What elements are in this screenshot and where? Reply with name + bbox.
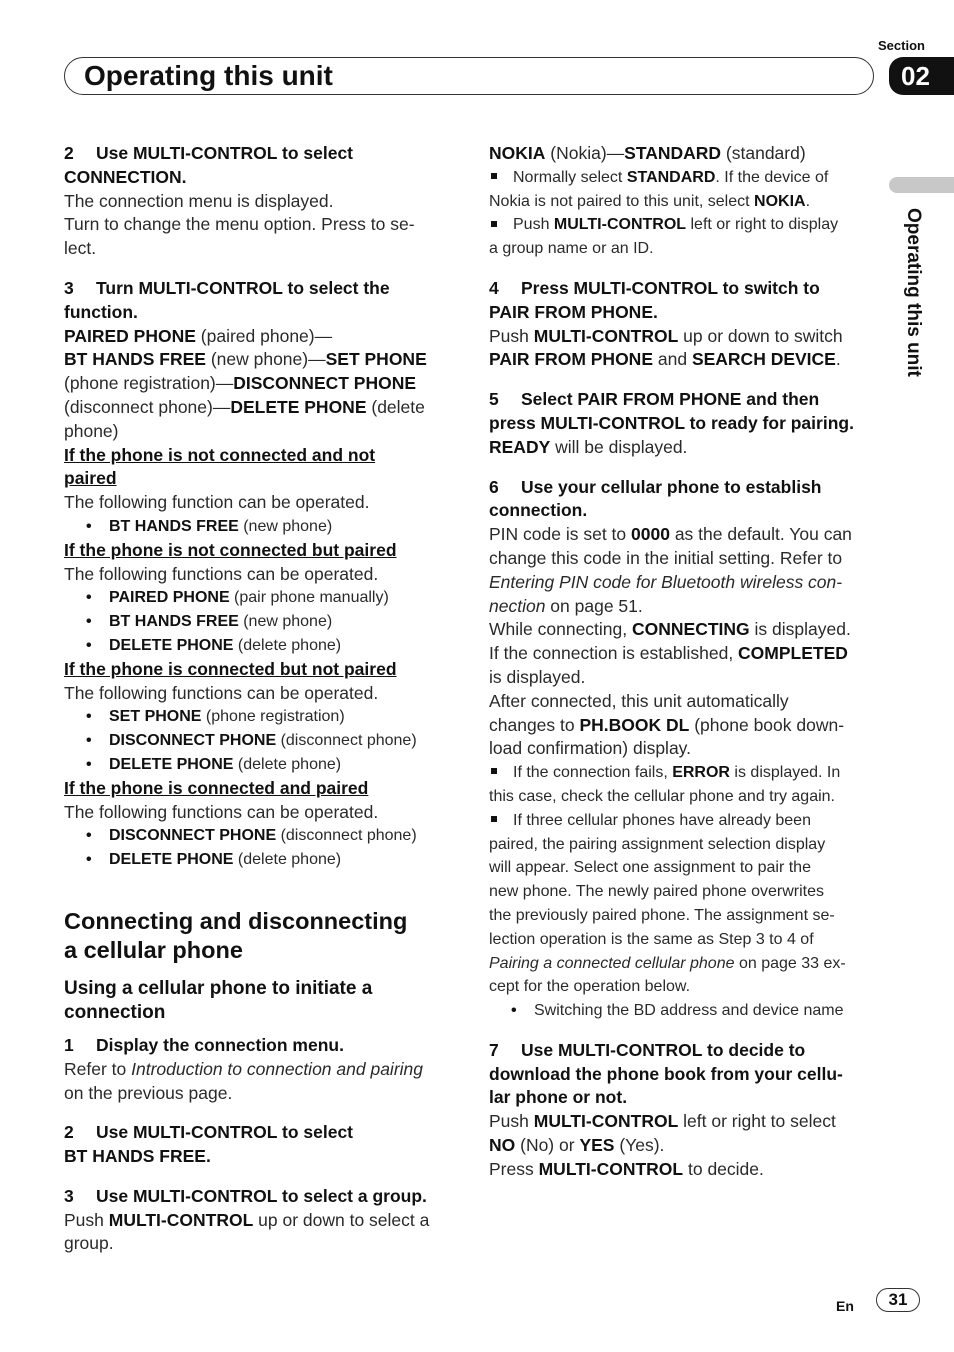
- step-heading: 3 Use MULTI-CONTROL to select a group.: [64, 1185, 427, 1206]
- list-item: • BT HANDS FREE (new phone): [64, 610, 449, 634]
- body-text: Entering PIN code for Bluetooth wireless con-: [489, 571, 843, 592]
- side-section-title: Operating this unit: [903, 208, 924, 377]
- step-heading: 7 Use MULTI-CONTROL to decide to: [489, 1039, 806, 1060]
- note-item-cont: lection operation is the same as Step 3 to 4 of: [489, 930, 814, 948]
- step-heading: 1 Display the connection menu.: [64, 1034, 344, 1055]
- square-bullet-icon: [491, 173, 497, 179]
- body-text: change this code in the initial setting. Refer to: [489, 547, 843, 568]
- function-list: [64, 515, 449, 539]
- condition-heading: If the phone is connected but not paired: [64, 658, 397, 679]
- body-text: changes to PH.BOOK DL (phone book down-: [489, 714, 845, 735]
- step-heading: 5 Select PAIR FROM PHONE and then: [489, 389, 820, 410]
- step-heading-cont: function.: [64, 301, 138, 322]
- condition-heading: If the phone is connected and paired: [64, 777, 369, 798]
- list-item: • DELETE PHONE (delete phone): [64, 848, 449, 872]
- step-heading: 6 Use your cellular phone to establish: [489, 476, 822, 497]
- note-item-cont: this case, check the cellular phone and try again.: [489, 787, 835, 805]
- list-item: • PAIRED PHONE (pair phone manually): [64, 586, 449, 610]
- subsection-heading: Using a cellular phone to initiate a: [64, 977, 373, 999]
- body-text: load confirmation) display.: [489, 738, 691, 759]
- note-item: If the connection fails, ERROR is displayed. In: [489, 761, 875, 785]
- condition-heading: If the phone is not connected but paired: [64, 539, 397, 560]
- condition-heading: paired: [64, 468, 117, 489]
- body-text: PAIR FROM PHONE and SEARCH DEVICE.: [489, 349, 841, 370]
- section-number-badge: 02: [889, 57, 954, 95]
- step-heading-cont: connection.: [489, 500, 588, 521]
- right-column: [489, 142, 875, 1182]
- list-item: • SET PHONE (phone registration): [64, 705, 449, 729]
- list-item: • DELETE PHONE (delete phone): [64, 753, 449, 777]
- body-text: NOKIA (Nokia)—STANDARD (standard): [489, 143, 806, 163]
- step-heading-cont: download the phone book from your cellu-: [489, 1063, 843, 1084]
- list-item: • DISCONNECT PHONE (disconnect phone): [64, 729, 449, 753]
- function-list: [64, 586, 449, 657]
- side-tab-marker: [889, 177, 954, 193]
- function-list-text: phone): [64, 420, 119, 441]
- body-text: READY will be displayed.: [489, 436, 688, 457]
- list-item: • DELETE PHONE (delete phone): [64, 634, 449, 658]
- left-column: [64, 142, 449, 1256]
- body-text: The following functions can be operated.: [64, 801, 379, 822]
- note-item-cont: Nokia is not paired to this unit, select NOKIA.: [489, 192, 811, 210]
- note-item-cont: Pairing a connected cellular phone on page 33 ex-: [489, 954, 846, 972]
- note-item: Normally select STANDARD. If the device of: [489, 166, 875, 190]
- page-number: 31: [876, 1288, 920, 1312]
- note-item-cont: new phone. The newly paired phone overwrites: [489, 883, 825, 901]
- section-heading-cont: a cellular phone: [64, 936, 243, 963]
- body-text: group.: [64, 1233, 114, 1254]
- step-heading: 2 Use MULTI-CONTROL to select: [64, 1122, 354, 1143]
- body-text: The following function can be operated.: [64, 492, 370, 513]
- body-text: Press MULTI-CONTROL to decide.: [489, 1158, 764, 1179]
- function-list: [64, 824, 449, 872]
- note-item-cont: the previously paired phone. The assignment se-: [489, 906, 835, 924]
- function-list-text: BT HANDS FREE (new phone)—SET PHONE: [64, 349, 427, 370]
- body-text: The following functions can be operated.: [64, 682, 379, 703]
- note-item: Push MULTI-CONTROL left or right to display: [489, 213, 875, 237]
- function-list: [64, 705, 449, 776]
- step-heading-cont: BT HANDS FREE.: [64, 1146, 211, 1167]
- note-item-cont: a group name or an ID.: [489, 240, 654, 258]
- body-text: NO (No) or YES (Yes).: [489, 1135, 665, 1156]
- body-text: Turn to change the menu option. Press to se-: [64, 214, 415, 235]
- function-list-text: PAIRED PHONE (paired phone)—: [64, 325, 333, 346]
- body-text: Push MULTI-CONTROL up or down to switch: [489, 325, 843, 346]
- body-text: Refer to Introduction to connection and pairing: [64, 1058, 423, 1079]
- body-text: The following functions can be operated.: [64, 563, 379, 584]
- square-bullet-icon: [491, 816, 497, 822]
- list-item: • BT HANDS FREE (new phone): [64, 515, 449, 539]
- body-text: If the connection is established, COMPLETED: [489, 643, 848, 664]
- step-heading-cont: PAIR FROM PHONE.: [489, 301, 658, 322]
- function-list-text: (disconnect phone)—DELETE PHONE (delete: [64, 396, 425, 417]
- language-label: En: [836, 1298, 854, 1314]
- body-text: nection on page 51.: [489, 595, 643, 616]
- condition-heading: If the phone is not connected and not: [64, 444, 376, 465]
- body-text: While connecting, CONNECTING is displayed.: [489, 619, 851, 640]
- body-text: Push MULTI-CONTROL left or right to select: [489, 1111, 836, 1132]
- subsection-heading-cont: connection: [64, 1001, 166, 1023]
- square-bullet-icon: [491, 221, 497, 227]
- note-item: If three cellular phones have already been: [489, 809, 875, 833]
- step-heading-cont: CONNECTION.: [64, 166, 187, 187]
- list-item: • Switching the BD address and device name: [489, 999, 875, 1023]
- note-item-cont: cept for the operation below.: [489, 978, 691, 996]
- body-text: on the previous page.: [64, 1082, 233, 1103]
- step-heading: 4 Press MULTI-CONTROL to switch to: [489, 277, 820, 298]
- sub-list: [489, 999, 875, 1023]
- step-heading: 3 Turn MULTI-CONTROL to select the: [64, 277, 390, 298]
- note-item-cont: will appear. Select one assignment to pair the: [489, 859, 811, 877]
- note-item-cont: paired, the pairing assignment selection display: [489, 835, 826, 853]
- body-text: lect.: [64, 238, 97, 259]
- function-list-text: (phone registration)—DISCONNECT PHONE: [64, 373, 417, 394]
- body-text: The connection menu is displayed.: [64, 190, 334, 211]
- section-label: Section: [878, 38, 925, 53]
- step-heading: 2 Use MULTI-CONTROL to select: [64, 143, 354, 163]
- square-bullet-icon: [491, 768, 497, 774]
- body-text: PIN code is set to 0000 as the default. You can: [489, 524, 852, 545]
- step-heading-cont: press MULTI-CONTROL to ready for pairing.: [489, 412, 854, 433]
- page-title: Operating this unit: [84, 60, 333, 91]
- body-text: is displayed.: [489, 666, 586, 687]
- body-text: Push MULTI-CONTROL up or down to select a: [64, 1209, 430, 1230]
- body-text: After connected, this unit automatically: [489, 690, 789, 711]
- step-heading-cont: lar phone or not.: [489, 1087, 628, 1108]
- section-heading: Connecting and disconnecting: [64, 907, 408, 934]
- list-item: • DISCONNECT PHONE (disconnect phone): [64, 824, 449, 848]
